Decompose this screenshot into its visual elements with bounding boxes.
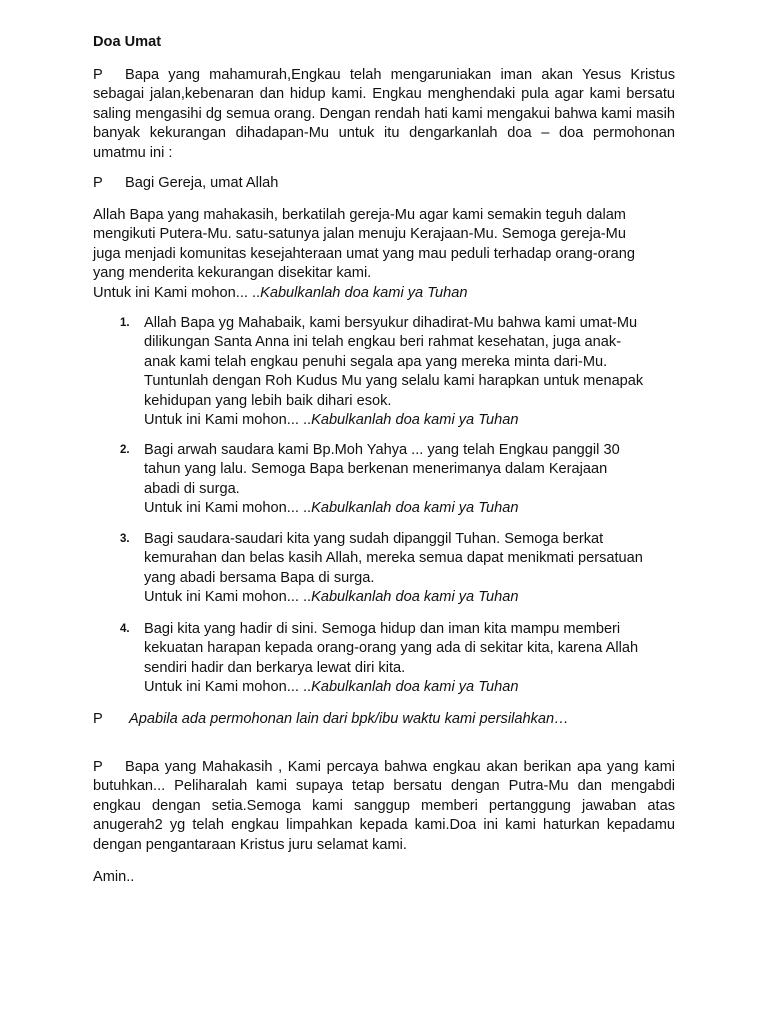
item-line: anak kami telah engkau penuhi segala apa yang mereka minta dari-Mu.: [144, 353, 608, 370]
prayer-item: [120, 441, 680, 519]
response-prefix: Untuk ini Kami mohon... ..: [93, 284, 261, 301]
intro-text: Bapa yang mahamurah,Engkau telah mengaruniakan iman akan Yesus Kristus sebagai jalan,kebenaran dan hidup kami. Engkau menghendaki pula agar kami bersatu saling mengasihi dg semua orang. Dengan rendah hati kami mengakui bahwa kami masih banyak kekurangan dihadapan-Mu untuk itu dengarkanlah doa – doa permohonan umatmu ini :: [93, 67, 675, 161]
response-text: Kabulkanlah doa kami ya Tuhan: [311, 500, 519, 517]
amen: Amin..: [93, 869, 135, 885]
item-number: 3.: [120, 533, 130, 545]
section-heading-text: Bagi Gereja, umat Allah: [125, 175, 279, 191]
section-heading: [93, 174, 675, 193]
item-response: [144, 499, 680, 518]
prayer-item: [120, 314, 680, 430]
item-line: Tuntunlah dengan Roh Kudus Mu yang selalu kami harapkan untuk menapak: [144, 373, 644, 390]
item-line: Bagi saudara-saudari kita yang sudah dipanggil Tuhan. Semoga berkat: [144, 531, 604, 547]
item-line: abadi di surga.: [144, 480, 240, 497]
item-line: yang abadi bersama Bapa di surga.: [144, 569, 375, 586]
response-text: Kabulkanlah doa kami ya Tuhan: [311, 679, 519, 696]
item-number: 1.: [120, 317, 130, 329]
item-line: dilikungan Santa Anna ini telah engkau beri rahmat kesehatan, juga anak-: [144, 334, 622, 351]
other-requests-text: Apabila ada permohonan lain dari bpk/ibu waktu kami persilahkan…: [129, 711, 569, 727]
item-line: kemurahan dan belas kasih Allah, mereka semua dapat menikmati persatuan: [144, 550, 643, 567]
item-line: Bagi kita yang hadir di sini. Semoga hidup dan iman kita mampu memberi: [144, 621, 621, 637]
response-prefix: Untuk ini Kami mohon... ..: [144, 589, 312, 606]
intro-paragraph: [93, 66, 675, 163]
item-line: kekuatan harapan kepada orang-orang yang ada di sekitar kita, karena Allah: [144, 640, 639, 657]
response-prefix: Untuk ini Kami mohon... ..: [144, 500, 312, 517]
response-text: Kabulkanlah doa kami ya Tuhan: [311, 589, 519, 606]
item-response: [144, 588, 680, 607]
church-prayer: [93, 206, 693, 303]
church-line: yang menderita kekurangan disekitar kami.: [93, 265, 372, 282]
item-line: sendiri hadir dan berkarya lewat diri kita.: [144, 659, 406, 676]
church-line: juga menjadi komunitas kesejahteraan umat yang mau peduli terhadap orang-orang: [93, 245, 635, 262]
prayer-item: [120, 530, 680, 608]
item-line: Bagi arwah saudara kami Bp.Moh Yahya ... yang telah Engkau panggil 30: [144, 442, 620, 458]
response-text: Kabulkanlah doa kami ya Tuhan: [311, 412, 519, 429]
church-line: Allah Bapa yang mahakasih, berkatilah gereja-Mu agar kami semakin teguh dalam: [93, 207, 626, 223]
other-requests-marker: P: [93, 711, 103, 727]
church-response: [93, 284, 693, 303]
closing-marker: P: [93, 759, 103, 775]
church-line: mengikuti Putera-Mu. satu-satunya jalan menuju Kerajaan-Mu. Semoga gereja-Mu: [93, 226, 626, 243]
section-marker: P: [93, 175, 103, 191]
item-line: Allah Bapa yg Mahabaik, kami bersyukur dihadirat-Mu bahwa kami umat-Mu: [144, 315, 638, 331]
closing-paragraph: [93, 758, 675, 855]
item-response: [144, 678, 680, 697]
page-title: Doa Umat: [93, 34, 162, 50]
response-prefix: Untuk ini Kami mohon... ..: [144, 412, 312, 429]
item-line: tahun yang lalu. Semoga Bapa berkenan menerimanya dalam Kerajaan: [144, 461, 608, 478]
intro-marker: P: [93, 67, 103, 83]
response-text: Kabulkanlah doa kami ya Tuhan: [260, 284, 468, 301]
item-number: 4.: [120, 623, 130, 635]
item-number: 2.: [120, 444, 130, 456]
prayer-item: [120, 620, 680, 698]
item-response: [144, 411, 680, 430]
response-prefix: Untuk ini Kami mohon... ..: [144, 679, 312, 696]
item-line: kehidupan yang lebih baik dihari esok.: [144, 392, 392, 409]
other-requests: [93, 710, 675, 729]
closing-text: Bapa yang Mahakasih , Kami percaya bahwa engkau akan berikan apa yang kami butuhkan... Peliharalah kami supaya tetap bersatu dengan Putra-Mu dan mengabdi engkau dengan setia.Semoga kami sanggup memberi pertanggung jawaban atas anugerah2 yg telah engkau limpahkan kepada kami.Doa ini kami haturkan kepadamu dengan pengantaraan Kristus juru selamat kami.: [93, 759, 675, 853]
